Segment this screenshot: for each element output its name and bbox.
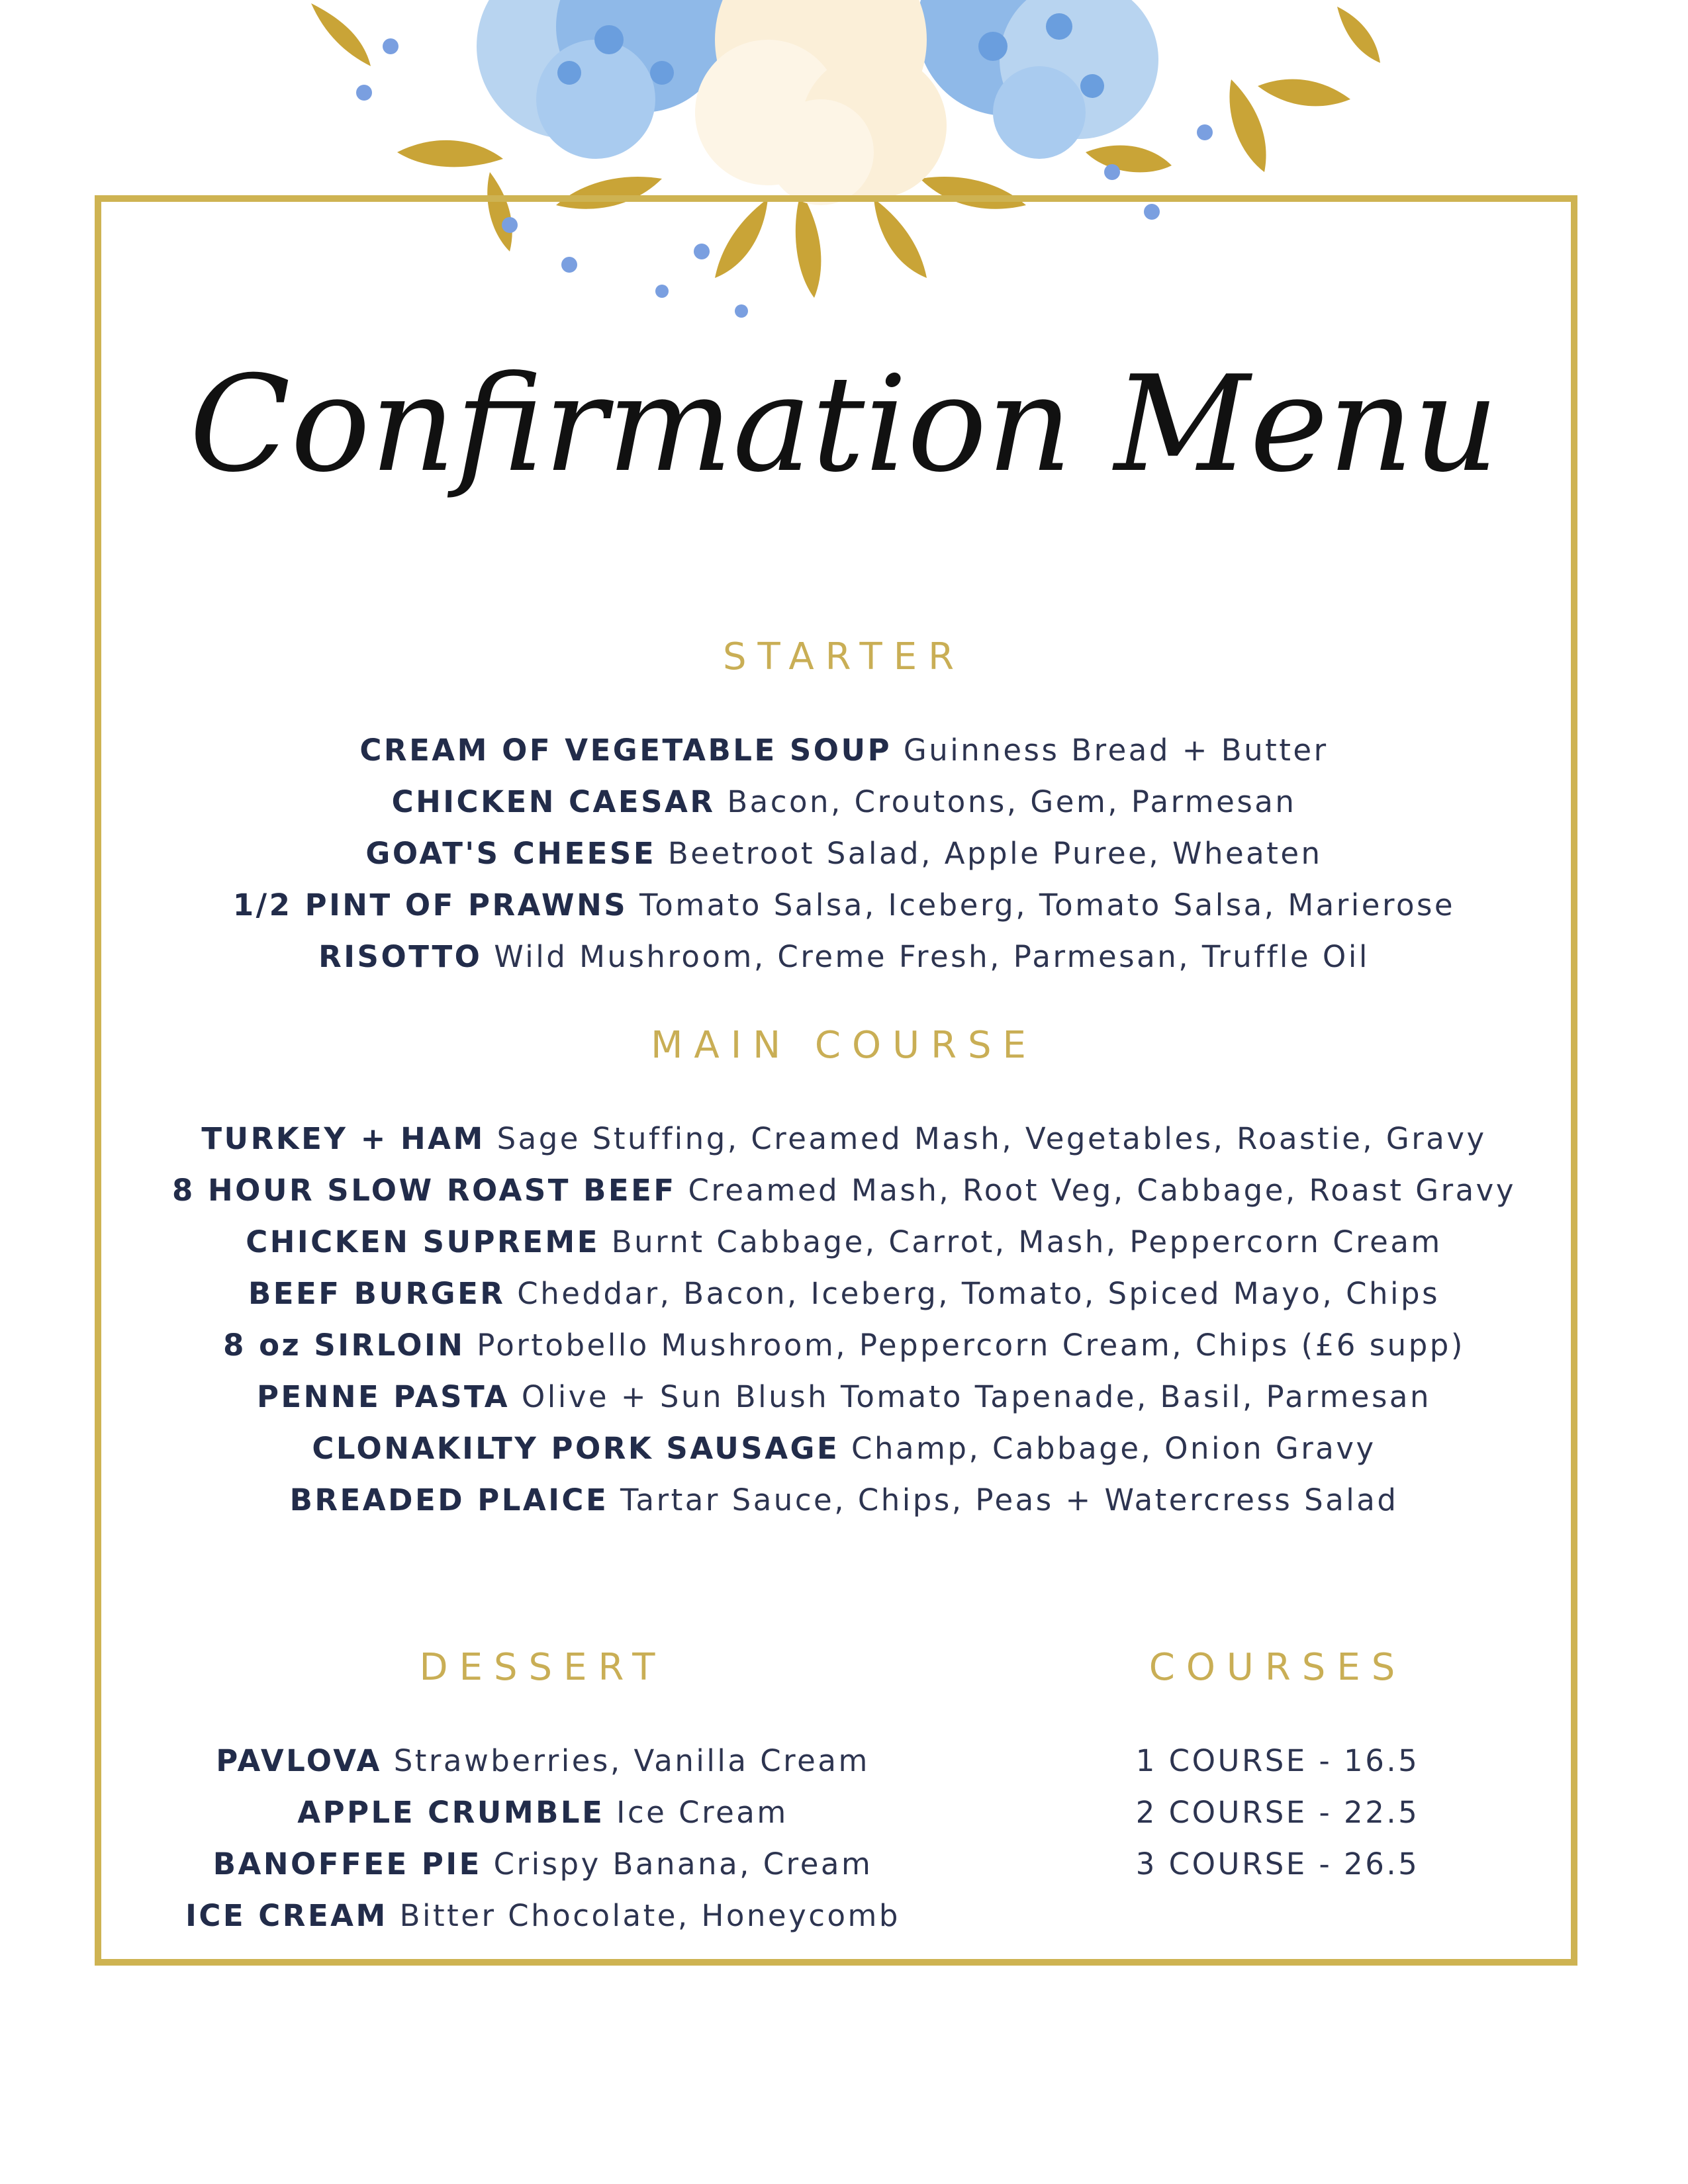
dessert-dish-description: Crispy Banana, Cream [493,1846,873,1882]
main-course-dish-description: Portobello Mushroom, Peppercorn Cream, Chips (£6 supp) [477,1328,1465,1363]
main-course-item [0,1216,1688,1268]
starter-item [0,931,1688,983]
starter-dish-description: Guinness Bread + Butter [903,733,1329,768]
dessert-item [159,1890,927,1942]
main-course-dish-name: CHICKEN SUPREME [246,1224,600,1259]
starter-dish-name: 1/2 PINT OF PRAWNS [232,887,628,923]
dessert-heading: DESSERT [419,1646,667,1689]
dessert-dish-name: ICE CREAM [185,1898,388,1933]
main-course-dish-description: Creamed Mash, Root Veg, Cabbage, Roast Gravy [688,1173,1516,1208]
main-course-dish-name: PENNE PASTA [256,1379,510,1414]
starter-dish-name: RISOTTO [318,939,483,974]
main-course-dish-description: Champ, Cabbage, Onion Gravy [851,1431,1376,1466]
main-course-dish-name: 8 HOUR SLOW ROAST BEEF [172,1173,677,1208]
starter-dish-name: GOAT'S CHEESE [365,836,657,871]
starter-dish-name: CREAM OF VEGETABLE SOUP [359,733,892,768]
starter-item [0,725,1688,776]
main-course-heading: MAIN COURSE [651,1024,1037,1067]
menu-title-text: Confirmation Menu [189,347,1499,502]
main-course-item [0,1165,1688,1216]
dessert-item [159,1735,927,1787]
dessert-dish-description: Ice Cream [616,1795,788,1830]
main-course-dish-description: Sage Stuffing, Creamed Mash, Vegetables, Roastie, Gravy [496,1121,1487,1156]
main-course-dish-name: BEEF BURGER [248,1276,506,1311]
starter-dish-description: Bacon, Croutons, Gem, Parmesan [727,784,1297,819]
course-price-item: 3 COURSE - 26.5 [1135,1846,1420,1882]
main-course-item [0,1113,1688,1165]
main-course-list [0,1113,1688,1526]
courses-list [1059,1735,1496,1890]
starter-dish-name: CHICKEN CAESAR [391,784,716,819]
menu-title [0,311,1688,563]
course-price-item: 2 COURSE - 22.5 [1135,1795,1420,1830]
main-course-dish-name: CLONAKILTY PORK SAUSAGE [312,1431,840,1466]
main-course-dish-description: Cheddar, Bacon, Iceberg, Tomato, Spiced Mayo, Chips [517,1276,1440,1311]
starter-dish-description: Wild Mushroom, Creme Fresh, Parmesan, Truffle Oil [494,939,1370,974]
dessert-dish-description: Strawberries, Vanilla Cream [393,1743,870,1778]
starter-dish-description: Tomato Salsa, Iceberg, Tomato Salsa, Marierose [639,887,1456,923]
dessert-item [159,1839,927,1890]
dessert-list [159,1735,927,1942]
main-course-dish-description: Olive + Sun Blush Tomato Tapenade, Basil, Parmesan [521,1379,1432,1414]
main-course-dish-name: 8 oz SIRLOIN [223,1328,465,1363]
main-course-item [0,1320,1688,1371]
starter-list [0,725,1688,983]
starter-heading: STARTER [722,635,966,678]
dessert-dish-name: APPLE CRUMBLE [297,1795,605,1830]
dessert-dish-name: BANOFFEE PIE [212,1846,482,1882]
dessert-dish-name: PAVLOVA [216,1743,382,1778]
main-course-dish-name: BREADED PLAICE [289,1482,609,1518]
dessert-item [159,1787,927,1839]
main-course-item [0,1475,1688,1526]
starter-dish-description: Beetroot Salad, Apple Puree, Wheaten [667,836,1323,871]
starter-item [0,880,1688,931]
main-course-item [0,1423,1688,1475]
main-course-item [0,1371,1688,1423]
starter-item [0,776,1688,828]
starter-item [0,828,1688,880]
main-course-dish-description: Tartar Sauce, Chips, Peas + Watercress Salad [620,1482,1399,1518]
course-price-item: 1 COURSE - 16.5 [1135,1743,1420,1778]
main-course-dish-description: Burnt Cabbage, Carrot, Mash, Peppercorn Cream [611,1224,1442,1259]
courses-heading: COURSES [1149,1646,1407,1689]
main-course-dish-name: TURKEY + HAM [201,1121,485,1156]
main-course-item [0,1268,1688,1320]
dessert-dish-description: Bitter Chocolate, Honeycomb [399,1898,900,1933]
